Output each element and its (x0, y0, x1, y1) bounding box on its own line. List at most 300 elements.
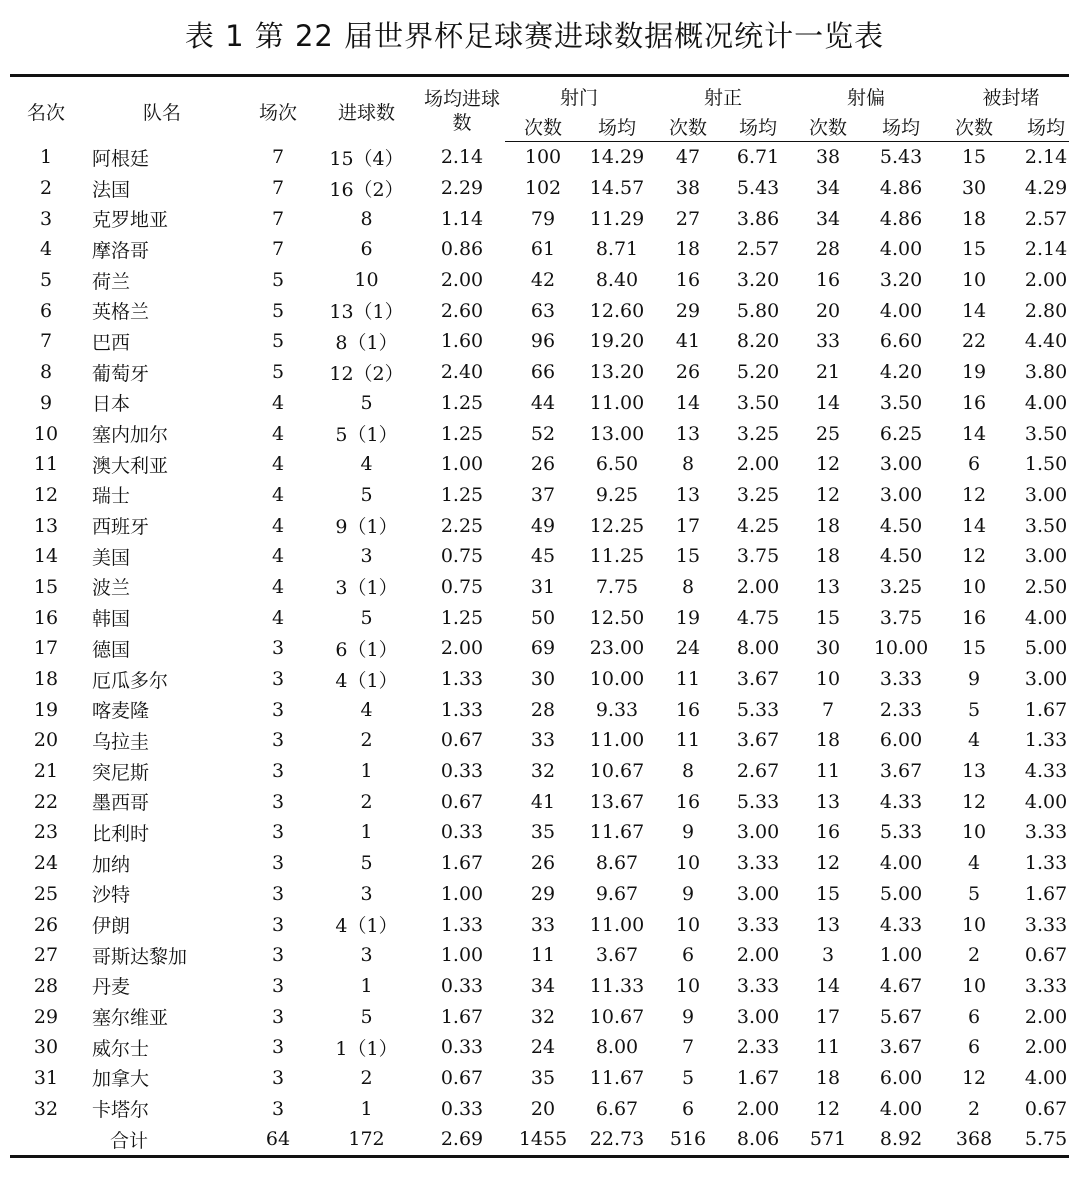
cell-rank: 14 (33, 545, 59, 568)
cell-on-target-per-match: 3.25 (736, 483, 780, 506)
cell-off-target-per-match: 4.00 (879, 299, 923, 322)
header-avg-goals (419, 76, 505, 142)
cell-team: 加纳 (92, 853, 131, 876)
cell-team: 卡塔尔 (92, 1099, 150, 1122)
cell-matches: 4 (271, 422, 285, 445)
cell-blocked-count: 16 (961, 391, 987, 414)
cell-on-target-per-match: 3.25 (736, 422, 780, 445)
cell-off-target-count: 14 (815, 391, 841, 414)
table-row (10, 817, 1069, 848)
cell-matches: 7 (271, 177, 285, 200)
cell-shots-per-match: 10.00 (589, 668, 645, 691)
cell-off-target-count: 12 (815, 453, 841, 476)
cell-matches: 5 (271, 361, 285, 384)
table-row (10, 940, 1069, 971)
cell-blocked-per-match: 3.33 (1024, 974, 1068, 997)
cell-team: 澳大利亚 (92, 454, 169, 477)
cell-off-target-per-match: 10.00 (873, 637, 929, 660)
cell-team: 乌拉圭 (92, 730, 150, 753)
cell-matches: 3 (271, 913, 285, 936)
cell-shots-count: 96 (530, 330, 556, 353)
cell-blocked-per-match: 2.50 (1024, 575, 1068, 598)
cell-on-target-per-match: 4.25 (736, 514, 780, 537)
cell-on-target-per-match: 6.71 (736, 146, 780, 169)
cell-on-target-count: 10 (675, 852, 701, 875)
cell-off-target-count: 15 (815, 882, 841, 905)
cell-avg-goals: 1.67 (440, 1005, 484, 1028)
cell-avg-goals: 0.33 (440, 1036, 484, 1059)
cell-shots-per-match: 22.73 (581, 1124, 653, 1156)
cell-on-target-per-match: 1.67 (736, 1066, 780, 1089)
cell-blocked-per-match: 1.67 (1024, 698, 1068, 721)
cell-on-target-count: 9 (681, 821, 695, 844)
cell-blocked-count: 12 (961, 1066, 987, 1089)
cell-on-target-per-match: 3.50 (736, 391, 780, 414)
cell-blocked-per-match: 3.00 (1024, 545, 1068, 568)
cell-matches: 3 (271, 1066, 285, 1089)
cell-shots-count: 33 (530, 913, 556, 936)
cell-shots-per-match: 6.50 (595, 453, 639, 476)
cell-matches: 4 (271, 483, 285, 506)
cell-blocked-count: 16 (961, 606, 987, 629)
cell-goals: 1 (360, 821, 373, 844)
cell-goals: 4 (360, 453, 373, 476)
cell-blocked-count: 14 (961, 422, 987, 445)
cell-off-target-count: 12 (815, 1097, 841, 1120)
cell-avg-goals: 0.75 (440, 575, 484, 598)
cell-on-target-count: 6 (681, 944, 695, 967)
cell-rank (10, 1124, 82, 1156)
cell-rank: 30 (33, 1036, 59, 1059)
table-row (10, 1001, 1069, 1032)
cell-shots-count: 102 (524, 177, 562, 200)
cell-blocked-per-match: 2.00 (1024, 1005, 1068, 1028)
cell-avg-goals: 1.25 (440, 391, 484, 414)
cell-off-target-per-match: 6.25 (879, 422, 923, 445)
cell-rank: 13 (33, 514, 59, 537)
cell-shots-count: 24 (530, 1036, 556, 1059)
header-matches: 场次 (242, 76, 314, 142)
cell-shots-count: 34 (530, 974, 556, 997)
cell-off-target-per-match: 3.00 (879, 453, 923, 476)
header-team: 队名 (82, 76, 242, 142)
cell-blocked-per-match: 3.33 (1024, 913, 1068, 936)
cell-shots-per-match: 11.00 (589, 729, 645, 752)
cell-shots-count: 11 (530, 944, 556, 967)
cell-on-target-per-match: 3.33 (736, 913, 780, 936)
cell-rank: 25 (33, 882, 59, 905)
cell-rank: 10 (33, 422, 59, 445)
cell-blocked-per-match: 1.33 (1024, 852, 1068, 875)
cell-rank: 24 (33, 852, 59, 875)
header-shots: 射门 (505, 76, 653, 112)
header-goals: 进球数 (314, 76, 419, 142)
cell-off-target-per-match: 3.25 (879, 575, 923, 598)
cell-avg-goals: 2.14 (440, 146, 484, 169)
cell-goals: 4（1） (335, 669, 398, 692)
cell-shots-count: 45 (530, 545, 556, 568)
cell-matches: 4 (271, 391, 285, 414)
cell-rank: 11 (33, 453, 59, 476)
cell-team: 德国 (92, 638, 131, 661)
table-row (10, 786, 1069, 817)
cell-shots-count: 20 (530, 1097, 556, 1120)
cell-rank: 16 (33, 606, 59, 629)
cell-blocked-count: 15 (961, 146, 987, 169)
cell-shots-count: 31 (530, 575, 556, 598)
header-avg-goals-text: 场均进球数 (423, 88, 500, 135)
cell-shots-count: 33 (530, 729, 556, 752)
cell-shots-per-match: 8.40 (595, 269, 639, 292)
cell-matches: 3 (271, 882, 285, 905)
table-row (10, 326, 1069, 357)
cell-shots-per-match: 9.67 (595, 882, 639, 905)
cell-goals: 4 (360, 698, 373, 721)
cell-shots-count: 63 (530, 299, 556, 322)
cell-off-target-count: 18 (815, 1066, 841, 1089)
cell-team: 法国 (92, 178, 131, 201)
header-shots-count: 次数 (505, 111, 581, 142)
cell-off-target-count: 10 (815, 668, 841, 691)
cell-avg-goals: 1.25 (440, 606, 484, 629)
cell-goals: 5（1） (335, 424, 398, 447)
cell-off-target-per-match: 4.50 (879, 514, 923, 537)
cell-blocked-count: 19 (961, 361, 987, 384)
cell-on-target-per-match: 3.33 (736, 852, 780, 875)
cell-off-target-count: 20 (815, 299, 841, 322)
cell-avg-goals: 1.00 (440, 882, 484, 905)
cell-avg-goals: 1.33 (440, 698, 484, 721)
cell-shots-per-match: 13.20 (589, 361, 645, 384)
cell-avg-goals: 1.67 (440, 852, 484, 875)
cell-shots-count: 100 (524, 146, 562, 169)
cell-rank: 5 (39, 269, 53, 292)
cell-goals: 6（1） (335, 638, 398, 661)
cell-team: 哥斯达黎加 (92, 945, 188, 968)
cell-team: 厄瓜多尔 (92, 669, 169, 692)
cell-goals: 5 (360, 1005, 373, 1028)
cell-matches: 3 (271, 668, 285, 691)
cell-off-target-per-match: 5.00 (879, 882, 923, 905)
cell-off-target-count: 11 (815, 760, 841, 783)
cell-team: 加拿大 (92, 1068, 150, 1091)
cell-rank: 4 (39, 238, 53, 261)
cell-blocked-count: 4 (968, 852, 981, 875)
cell-matches: 3 (271, 944, 285, 967)
cell-off-target-count: 34 (815, 177, 841, 200)
cell-shots-per-match: 11.00 (589, 391, 645, 414)
table-row (10, 971, 1069, 1002)
cell-blocked-count: 14 (961, 299, 987, 322)
cell-goals: 5 (360, 391, 373, 414)
cell-on-target-per-match: 3.67 (736, 668, 780, 691)
cell-shots-count: 26 (530, 852, 556, 875)
cell-shots-per-match: 14.57 (589, 177, 645, 200)
cell-shots-per-match: 3.67 (595, 944, 639, 967)
cell-avg-goals: 1.25 (440, 422, 484, 445)
cell-off-target-per-match: 4.67 (879, 974, 923, 997)
cell-on-target-per-match: 3.20 (736, 269, 780, 292)
cell-off-target-count: 11 (815, 1036, 841, 1059)
cell-matches: 5 (271, 269, 285, 292)
cell-team: 波兰 (92, 577, 131, 600)
table-row (10, 203, 1069, 234)
cell-shots-per-match: 10.67 (589, 1005, 645, 1028)
cell-goals: 3 (360, 882, 373, 905)
cell-on-target-per-match: 2.00 (736, 1097, 780, 1120)
cell-shots-count: 37 (530, 483, 556, 506)
cell-off-target-count: 13 (815, 575, 841, 598)
cell-blocked-count: 10 (961, 575, 987, 598)
cell-shots-per-match: 11.67 (589, 821, 645, 844)
cell-on-target-count: 9 (681, 1005, 695, 1028)
cell-goals: 13（1） (329, 301, 404, 324)
cell-team: 威尔士 (92, 1037, 150, 1060)
cell-rank: 6 (39, 299, 53, 322)
table-row (10, 633, 1069, 664)
cell-goals: 3 (360, 944, 373, 967)
cell-on-target-count: 38 (675, 177, 701, 200)
cell-off-target-count: 34 (815, 207, 841, 230)
cell-on-target-count: 19 (675, 606, 701, 629)
cell-off-target-per-match: 3.67 (879, 1036, 923, 1059)
cell-shots-per-match: 11.67 (589, 1066, 645, 1089)
cell-off-target-count: 12 (815, 483, 841, 506)
header-on-target-count: 次数 (653, 111, 723, 142)
cell-avg-goals: 1.33 (440, 913, 484, 936)
cell-off-target-count: 16 (815, 821, 841, 844)
cell-blocked-count: 6 (968, 453, 981, 476)
cell-off-target-per-match: 4.00 (879, 1097, 923, 1120)
cell-shots-per-match: 8.67 (595, 852, 639, 875)
cell-goals: 6 (360, 238, 373, 261)
cell-blocked-count: 4 (968, 729, 981, 752)
cell-off-target-per-match: 8.92 (863, 1124, 939, 1156)
cell-shots-count: 66 (530, 361, 556, 384)
total-row (10, 1124, 1069, 1156)
cell-shots-per-match: 9.33 (595, 698, 639, 721)
cell-off-target-per-match: 3.33 (879, 668, 923, 691)
cell-off-target-per-match: 3.20 (879, 269, 923, 292)
cell-on-target-per-match: 2.67 (736, 760, 780, 783)
cell-team: 伊朗 (92, 915, 131, 938)
table-title: 表 1 第 22 届世界杯足球赛进球数据概况统计一览表 (184, 19, 885, 53)
cell-blocked-count: 12 (961, 483, 987, 506)
cell-on-target-count: 16 (675, 269, 701, 292)
cell-shots-per-match: 14.29 (589, 146, 645, 169)
cell-on-target-per-match: 2.00 (736, 453, 780, 476)
cell-off-target-per-match: 4.00 (879, 852, 923, 875)
cell-team: 合计 (82, 1124, 242, 1156)
header-off-target: 射偏 (793, 76, 939, 112)
cell-blocked-per-match: 3.50 (1024, 422, 1068, 445)
cell-off-target-per-match: 6.00 (879, 1066, 923, 1089)
cell-matches: 3 (271, 974, 285, 997)
cell-rank: 27 (33, 944, 59, 967)
cell-blocked-per-match: 1.67 (1024, 882, 1068, 905)
cell-shots-per-match: 8.71 (595, 238, 639, 261)
header-rank: 名次 (10, 76, 82, 142)
cell-shots-count: 79 (530, 207, 556, 230)
cell-goals: 5 (360, 852, 373, 875)
cell-shots-per-match: 23.00 (589, 637, 645, 660)
cell-team: 沙特 (92, 884, 131, 907)
cell-blocked-count: 2 (968, 1097, 981, 1120)
cell-shots-per-match: 11.25 (589, 545, 645, 568)
stats-table (10, 74, 1069, 1158)
header-on-target-per-match: 场均 (723, 111, 793, 142)
cell-goals: 1 (360, 1097, 373, 1120)
cell-shots-per-match: 19.20 (589, 330, 645, 353)
table-row (10, 879, 1069, 910)
cell-blocked-per-match: 4.29 (1024, 177, 1068, 200)
cell-matches: 3 (271, 790, 285, 813)
cell-goals: 1（1） (335, 1037, 398, 1060)
cell-goals: 9（1） (335, 516, 398, 539)
cell-blocked-per-match: 4.33 (1024, 760, 1068, 783)
cell-rank: 15 (33, 575, 59, 598)
cell-on-target-count: 516 (653, 1124, 723, 1156)
cell-on-target-per-match: 2.33 (736, 1036, 780, 1059)
header-off-target-per-match: 场均 (863, 111, 939, 142)
cell-off-target-count: 18 (815, 545, 841, 568)
cell-on-target-per-match: 3.00 (736, 882, 780, 905)
cell-avg-goals: 1.14 (440, 207, 484, 230)
cell-blocked-per-match: 3.00 (1024, 668, 1068, 691)
table-row (10, 756, 1069, 787)
table-row (10, 234, 1069, 265)
cell-on-target-count: 27 (675, 207, 701, 230)
cell-team: 瑞士 (92, 485, 131, 508)
cell-rank: 3 (39, 207, 53, 230)
cell-team: 巴西 (92, 331, 131, 354)
cell-avg-goals: 1.33 (440, 668, 484, 691)
cell-blocked-count: 368 (939, 1124, 1009, 1156)
cell-shots-count: 32 (530, 760, 556, 783)
cell-team: 美国 (92, 546, 131, 569)
cell-blocked-count: 10 (961, 269, 987, 292)
cell-on-target-count: 11 (675, 729, 701, 752)
cell-off-target-count: 7 (821, 698, 835, 721)
cell-rank: 18 (33, 668, 59, 691)
cell-matches: 64 (242, 1124, 314, 1156)
cell-matches: 5 (271, 299, 285, 322)
cell-on-target-count: 13 (675, 483, 701, 506)
cell-rank: 21 (33, 760, 59, 783)
cell-matches: 5 (271, 330, 285, 353)
cell-on-target-count: 29 (675, 299, 701, 322)
cell-avg-goals: 1.00 (440, 453, 484, 476)
cell-on-target-count: 5 (681, 1066, 695, 1089)
cell-blocked-per-match: 1.33 (1024, 729, 1068, 752)
cell-blocked-count: 30 (961, 177, 987, 200)
cell-matches: 3 (271, 698, 285, 721)
cell-team: 摩洛哥 (92, 239, 150, 262)
cell-rank: 29 (33, 1005, 59, 1028)
cell-off-target-count: 14 (815, 974, 841, 997)
cell-avg-goals: 2.40 (440, 361, 484, 384)
cell-on-target-count: 26 (675, 361, 701, 384)
cell-on-target-per-match: 3.00 (736, 1005, 780, 1028)
cell-blocked-per-match: 4.00 (1024, 1066, 1068, 1089)
cell-blocked-count: 18 (961, 207, 987, 230)
cell-team: 塞尔维亚 (92, 1007, 169, 1030)
cell-matches: 4 (271, 606, 285, 629)
cell-team: 塞内加尔 (92, 424, 169, 447)
cell-shots-count: 28 (530, 698, 556, 721)
cell-matches: 4 (271, 453, 285, 476)
table-row (10, 725, 1069, 756)
cell-blocked-count: 22 (961, 330, 987, 353)
table-body (10, 142, 1069, 1157)
cell-on-target-count: 18 (675, 238, 701, 261)
cell-goals: 2 (360, 790, 373, 813)
table-row (10, 1093, 1069, 1124)
cell-shots-per-match: 12.50 (589, 606, 645, 629)
cell-shots-count: 44 (530, 391, 556, 414)
cell-matches: 4 (271, 575, 285, 598)
cell-rank: 26 (33, 913, 59, 936)
cell-shots-count: 26 (530, 453, 556, 476)
cell-shots-count: 32 (530, 1005, 556, 1028)
cell-shots-count: 69 (530, 637, 556, 660)
table-row (10, 541, 1069, 572)
cell-blocked-count: 14 (961, 514, 987, 537)
cell-avg-goals: 0.67 (440, 1066, 484, 1089)
cell-on-target-per-match: 3.86 (736, 207, 780, 230)
cell-on-target-count: 7 (681, 1036, 695, 1059)
cell-off-target-per-match: 2.33 (879, 698, 923, 721)
cell-shots-count: 50 (530, 606, 556, 629)
cell-blocked-count: 12 (961, 790, 987, 813)
cell-on-target-count: 41 (675, 330, 701, 353)
cell-avg-goals: 2.60 (440, 299, 484, 322)
cell-off-target-count: 18 (815, 514, 841, 537)
cell-goals: 2 (360, 1066, 373, 1089)
cell-blocked-per-match: 0.67 (1024, 944, 1068, 967)
cell-rank: 32 (33, 1097, 59, 1120)
cell-off-target-count: 38 (815, 146, 841, 169)
cell-avg-goals: 2.69 (419, 1124, 505, 1156)
cell-team: 荷兰 (92, 270, 131, 293)
cell-avg-goals: 0.75 (440, 545, 484, 568)
cell-blocked-count: 2 (968, 944, 981, 967)
cell-off-target-per-match: 3.00 (879, 483, 923, 506)
table-row (10, 572, 1069, 603)
cell-rank: 20 (33, 729, 59, 752)
header-row-1 (10, 76, 1069, 112)
cell-blocked-per-match: 2.00 (1024, 1036, 1068, 1059)
cell-blocked-per-match: 2.14 (1024, 238, 1068, 261)
table-row (10, 265, 1069, 296)
cell-matches: 3 (271, 760, 285, 783)
cell-off-target-per-match: 5.67 (879, 1005, 923, 1028)
cell-rank: 23 (33, 821, 59, 844)
cell-rank: 7 (39, 330, 53, 353)
table-row (10, 1063, 1069, 1094)
cell-off-target-per-match: 3.50 (879, 391, 923, 414)
cell-off-target-per-match: 5.33 (879, 821, 923, 844)
cell-team: 日本 (92, 393, 131, 416)
cell-shots-count: 52 (530, 422, 556, 445)
cell-goals: 1 (360, 974, 373, 997)
cell-shots-per-match: 10.67 (589, 760, 645, 783)
cell-off-target-count: 13 (815, 913, 841, 936)
cell-off-target-count: 3 (821, 944, 835, 967)
table-row (10, 602, 1069, 633)
cell-blocked-per-match: 0.67 (1024, 1097, 1068, 1120)
cell-off-target-count: 13 (815, 790, 841, 813)
